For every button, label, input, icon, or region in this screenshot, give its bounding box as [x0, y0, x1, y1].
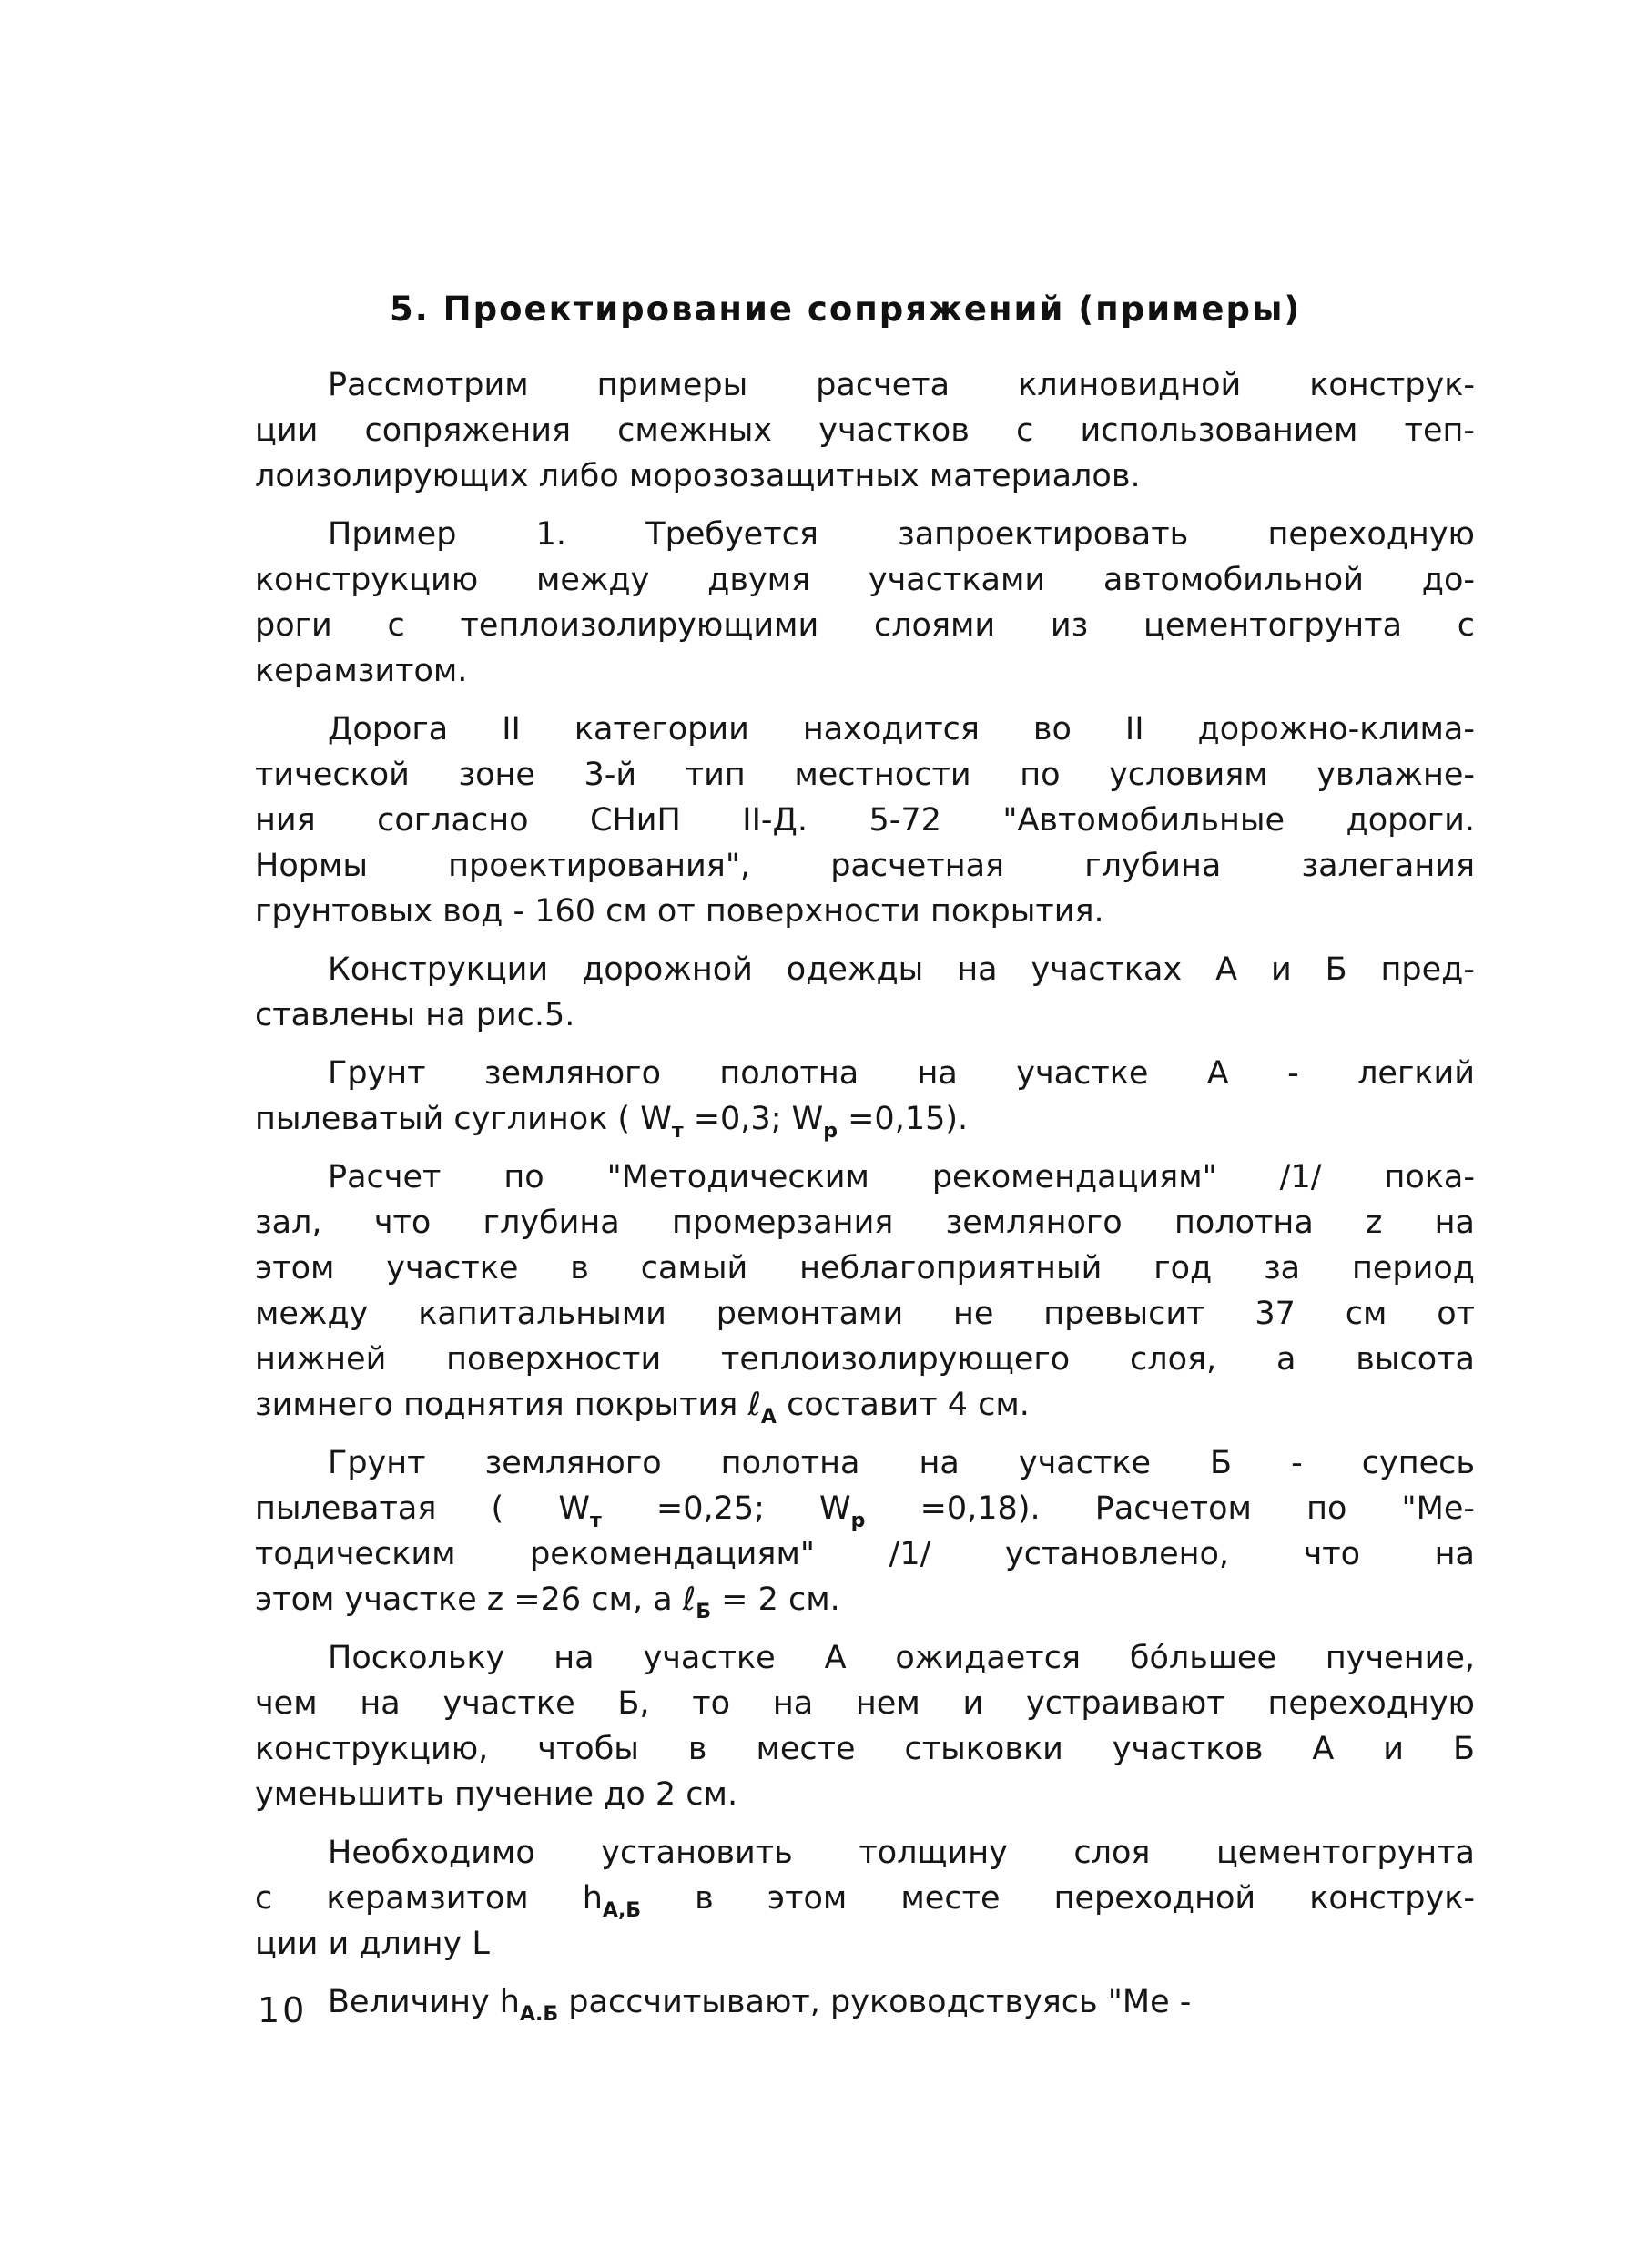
subscript: Б	[696, 1601, 712, 1623]
subscript: А	[760, 1406, 777, 1429]
text-line: чем на участке Б, то на нем и устраивают переходную	[255, 1685, 1475, 1722]
text-line: Пример 1. Требуется запроектировать переходную	[328, 516, 1475, 553]
text-line: зимнего поднятия покрытия ℓ$_А$ составит 4 см.	[255, 1387, 1030, 1429]
text-line: этом участке в самый неблагоприятный год за период	[255, 1250, 1475, 1287]
text-line: зал, что глубина промерзания земляного полотна z на	[255, 1205, 1475, 1241]
text-line: пылеватая ( $W_т =0,25$; $W_р =0,18$). Расчетом по "Ме-	[255, 1490, 1476, 1532]
subscript: т	[589, 1510, 602, 1532]
text-line: Расчет по "Методическим рекомендациям" /1/ пока-	[328, 1159, 1475, 1195]
subscript: р	[850, 1510, 866, 1532]
section-heading: 5. Проектирование сопряжений (примеры)	[390, 290, 1302, 329]
text-line: Дорога II категории находится во II дорожно-клима-	[328, 711, 1475, 748]
text-line: пылеватый суглинок ( $W_т =0,3$; $W_р =0,15$).	[255, 1101, 969, 1143]
text-line: ции сопряжения смежных участков с использованием теп-	[255, 412, 1475, 449]
text-line: Поскольку на участке А ожидается бо́льшее пучение,	[328, 1640, 1475, 1676]
subscript: р	[823, 1120, 838, 1143]
body-text	[255, 362, 1475, 2025]
subscript: А.Б	[520, 2003, 559, 2026]
text-line: тической зоне 3-й тип местности по условиям увлажне-	[255, 757, 1475, 793]
text-line: Грунт земляного полотна на участке А - легкий	[328, 1055, 1475, 1092]
text-line: лоизолирующих либо морозозащитных материалов.	[255, 458, 1141, 494]
text-line: ставлены на рис.5.	[255, 997, 575, 1033]
text-line: тодическим рекомендациям" /1/ установлено, что на	[255, 1536, 1475, 1572]
text-line: между капитальными ремонтами не превысит 37 см от	[255, 1296, 1475, 1332]
text-line: конструкцию между двумя участками автомобильной до-	[255, 562, 1475, 598]
text-line: этом участке z =26 см, а ℓ$_Б$ = 2 см.	[255, 1581, 840, 1623]
text-line: Величину $h_{А.Б}$ рассчитывают, руководствуясь "Ме -	[328, 1984, 1192, 2026]
subscript: А,Б	[602, 1899, 642, 1922]
text-line: Конструкции дорожной одежды на участках А и Б пред-	[328, 951, 1475, 988]
text-line: Нормы проектирования", расчетная глубина залегания	[255, 848, 1475, 884]
text-line: Необходимо установить толщину слоя цементогрунта	[328, 1835, 1475, 1871]
page-number: 10	[258, 1990, 308, 2030]
text-line: Рассмотрим примеры расчета клиновидной конструк-	[328, 367, 1475, 403]
text-line: керамзитом.	[255, 653, 468, 689]
text-line: Грунт земляного полотна на участке Б - супесь	[328, 1445, 1475, 1481]
text-line: нижней поверхности теплоизолирующего слоя, а высота	[255, 1341, 1475, 1378]
text-line: грунтовых вод - 160 см от поверхности покрытия.	[255, 893, 1104, 930]
text-line: конструкцию, чтобы в месте стыковки участков А и Б	[255, 1731, 1475, 1767]
subscript: т	[671, 1120, 684, 1143]
text-line: роги с теплоизолирующими слоями из цементогрунта с	[255, 607, 1475, 644]
text-line: ния согласно СНиП II-Д. 5-72 "Автомобильные дороги.	[255, 802, 1475, 839]
text-line: ции и длину L	[255, 1926, 490, 1962]
text-line: уменьшить пучение до 2 см.	[255, 1776, 738, 1813]
text-line: с керамзитом $h_{А,Б}$ в этом месте переходной конструк-	[255, 1880, 1475, 1922]
